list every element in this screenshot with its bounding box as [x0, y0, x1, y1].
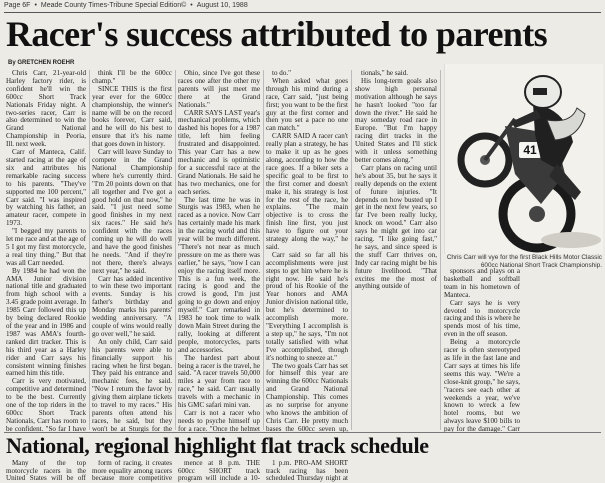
paragraph: to do."	[272, 70, 292, 77]
paragraph: Carr is very motivated, competitive and determined to be the best. Currently one of the top riders in the 600cc Short Track Nationals, Carr has room to be confident. "So far I have	[6, 377, 86, 432]
second-article-column-5	[355, 460, 437, 483]
paragraph: SINCE THIS is the first year ever for the 600cc championship, the winner's name will be on the record books forever, Carr said, and he will do his best to ensure that it's his name that goes down in history.	[92, 84, 172, 149]
folio-separator: •	[190, 2, 193, 9]
paragraph: The two goals Carr has set for himself this year are winning the 600cc Nationals and Grand National Championship. This comes as no surprise for anyone who knows the ambition of Chris Carr. He pretty much bases the 600cc seven up,	[266, 361, 348, 432]
paragraph: tionals," he said.	[361, 70, 409, 77]
folio-separator: •	[34, 2, 37, 9]
second-article-column-3	[178, 460, 260, 483]
second-article-column-1	[6, 460, 86, 483]
column-rule	[175, 70, 176, 430]
paragraph: Carr said so far all his accomplishments were just steps to get him where he is right now. He said he's proud of his Rookie of the Year honors and AMA Junior division national title, but he's determined to accomplish more. "Everything I accomplish is a step up," he says, "I'm not totally satisfied with what I've accomplished, though it's nothing to sneeze at."	[266, 250, 348, 362]
article-headline: Racer's success attributed to parents	[6, 14, 548, 54]
paragraph: "I begged my parents to let me race and at the age of 5 I got my first motorcycle, a real tiny thing." But that was all Carr needed.	[6, 227, 86, 267]
column-rule	[351, 70, 352, 430]
paragraph: 1 p.m. PRO-AM SHORT track racing has been scheduled Thursday night at	[266, 460, 348, 483]
paragraph: mence at 8 p.m. THE 600cc SHORT track program will include a 10-	[178, 460, 260, 483]
paragraph: By 1984 he had won the AMA Junior division national title and graduated from high school with a 3.45 grade point average. In 1985 Carr followed this up by being declared Rookie of the year and in 1986 and 1987 was AMA's fourth-ranked dirt tracker. This is his third year as a Harley rider and Carr says his consistent winning finishes earned him this title.	[6, 266, 86, 378]
article-column-6	[444, 268, 520, 432]
second-article-column-4	[266, 460, 348, 483]
article-column-2	[92, 70, 172, 432]
paragraph: CARR SAID A racer can't really plan a strategy, he has to make it up as he goes along, according to how the race goes. If a biker sets a specific goal to be first to the first corner and doesn't make it, his strategy is lost for the rest of the race, he explains. "The main objective is to cross the finish line first, you just have to figure out your strategy along the way," he said.	[266, 132, 348, 251]
second-article-column-2	[92, 460, 172, 483]
article-byline: By GRETCHEN ROEHR	[8, 60, 75, 66]
column-rule	[440, 70, 441, 430]
paragraph: Carr plans on racing until he's about 35, but he says it really depends on the extent of future injuries. "It depends on how busted up I get in the next few years, so far I've been really lucky, knock on wood." Carr also says he might get into car racing. "I like going fast," he says, and since speed is the stuff Carr thrives on, Indy car racing might be his future livelihood. "That excites me the most of anything outside of	[355, 163, 437, 291]
racing-number: 41	[523, 143, 537, 157]
paragraph: Ohio, since I've got these races one after the other my parents will just meet me there at the Grand Nationals."	[178, 70, 260, 109]
column-rule	[89, 70, 90, 430]
paragraph: Carr has added incentive to win these two important events. Sunday is his father's birthday and Monday marks his parents' wedding anniversary. "A couple of wins would really go over well," he said.	[92, 274, 172, 338]
paragraph: CARR SAYS LAST year's mechanical problems, which dashed his hopes for a 1987 title, left him feeling frustrated and disappointed. This year Carr has a new mechanic and is optimistic for a successful race at the Grand Nationals. He said he has two mechanics, one for each series.	[178, 108, 260, 196]
paragraph: Carr says he is very devoted to motorcycle racing and this is where he spends most of his time, even in the off season.	[444, 298, 520, 339]
folio-date: August 10, 1988	[196, 2, 248, 9]
paragraph: His long-term goals also show high personal motivation although he says he hasn't looked "too far down the river." He said he may someday road race in Europe. "But I'm happy racing dirt tracks in the United States and I'll stick with it unless something better comes along."	[355, 76, 437, 164]
paragraph: An only child, Carr said his parents were able to financially support his racing when he first began. They paid his entrance and mechanic fees, he said. "Now I return the favor by giving them airplane tickets to travel to my races." His parents often attend his races, he said, but they won't be at Sturgis for the	[92, 337, 172, 432]
paragraph: form of racing, it creates more equality among racers because more competitive	[92, 460, 172, 483]
second-article-headline: National, regional highlight flat track schedule	[6, 433, 429, 458]
article-column-4	[266, 70, 348, 432]
article-column-1	[6, 70, 86, 432]
paragraph: Many of the top motorcycle racers in the United States will be off	[6, 460, 86, 483]
column-rule	[263, 70, 264, 430]
racer-photo	[444, 64, 603, 254]
paragraph: When asked what goes through his mind during a race, Carr said, "just being first; you want to be the first guy at the first corner and then you set a pace no one can match."	[266, 76, 348, 133]
paragraph: Carr is not a racer who needs to psyche himself up for a race. "Once the helmet	[178, 408, 260, 432]
page-folio	[4, 2, 601, 9]
paragraph: Chris Carr, 21-year-old Harley factory rider, is confident he'll win the 600cc Short Track Nationals Friday night. A two-series racer, Carr is also determined to win the Grand National Championship in Peoria, Ill. next week.	[6, 70, 86, 149]
paragraph: Being a motorcycle racer is often stereotyped as life in the fast lane and Carr says at times his life seems this way. "We're a close-knit group," he says, "racers see each other at weekends a year, we've known to wreck a few hotel rooms, but we always leave $100 bills to pay for the damage." Carr	[444, 338, 520, 432]
paragraph: Carr of Manteca, Calif. started racing at the age of six and attributes his remarkable racing success to his parents. "They've supported me 100 percent," Carr said. "I was inspired by watching his father, an amateur racer, compete in 1973.	[6, 148, 86, 228]
paragraph: Carr will leave Sunday to compete in the Grand National Championship where he's currently third. "I'm 20 points down on that all together and I've got a good hold on that now," he said. "I just need some good finishes in my next six races." He said he's confident with the races coming up he will do well and have the good finishes he needs. "And if they're not there, there's always next year," he said.	[92, 148, 172, 275]
top-divider	[4, 12, 601, 13]
folio-paper-name: Meade County Times-Tribune Special Edition©	[40, 2, 187, 9]
article-column-7	[526, 268, 602, 432]
paragraph: sponsors and plays on a basketball and softball team in his hometown of Manteca.	[444, 268, 520, 299]
paragraph: The last time he was in Sturgis was 1983, when he raced as a novice. Now Carr has certainly made his mark in the racing world and this year will be much different. "There's not near as much pressure on me as there was earlier," he says, "now I can enjoy the racing itself more. This is a fun week, the racing is good and the crowd is good, I'm just going to go down and enjoy myself." Carr remarked in 1983 he took time to walk down Main Street during the rally, looking at different people, motorcycles, parts and accessories.	[178, 195, 260, 354]
article-column-3	[178, 70, 260, 432]
photo-caption: Chris Carr will vye for the first Black Hills Motor Classic 600cc National Short Track Championship.	[446, 254, 602, 269]
article-column-5	[355, 70, 437, 432]
motorcycle-racer-illustration	[445, 64, 603, 254]
paragraph: think I'll be the 600cc champ."	[92, 70, 172, 85]
paragraph: The hardest part about being a racer is the travel, he said. "A racer travels 50,000 miles a year from race to race," he said. Carr usually travels with a mechanic in his GMC safari mini van.	[178, 353, 260, 410]
folio-page-number: Page 6F	[4, 2, 31, 9]
